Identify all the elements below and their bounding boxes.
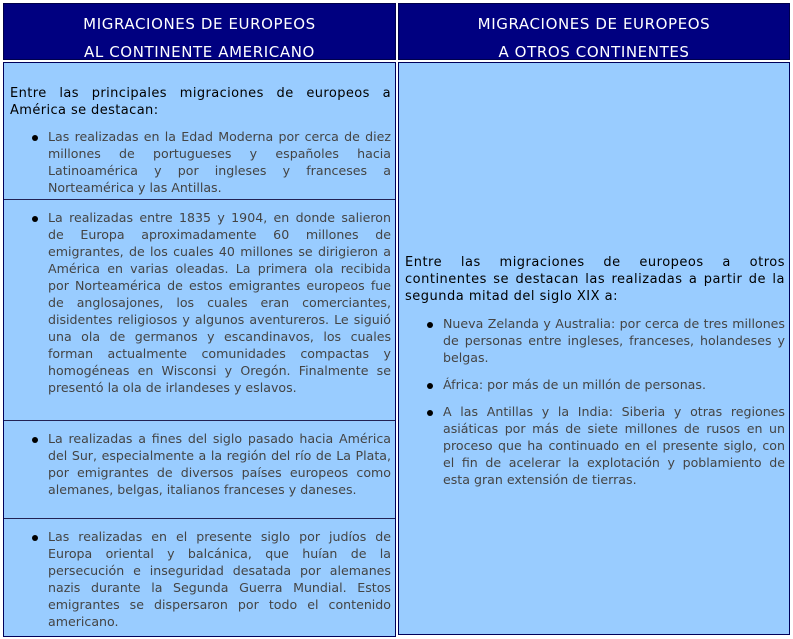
right-header-line-1: MIGRACIONES DE EUROPEOS [477, 15, 711, 33]
bullet-icon [32, 216, 38, 222]
left-list-3 [10, 430, 391, 498]
list-item-text: Nueva Zelanda y Australia: por cerca de tres millones de personas entre ingleses, franceses, holandeses y belgas. [443, 316, 785, 365]
left-header-line-2: AL CONTINENTE AMERICANO [84, 43, 315, 61]
list-item [443, 315, 785, 366]
left-cell-2 [4, 199, 395, 420]
left-column [3, 3, 396, 637]
left-list-2 [10, 209, 391, 396]
left-intro: Entre las principales migraciones de europeos a América se destacan: [10, 86, 391, 118]
left-cell-4 [4, 518, 395, 636]
left-cell-3 [4, 420, 395, 518]
list-item [48, 128, 391, 196]
list-item [443, 376, 785, 393]
list-item-text: A las Antillas y la India: Siberia y otras regiones asiáticas por más de siete millones de rusos en un proceso que ha continuado en el presente siglo, con el fin de acelerar la explotación y poblamiento de esta gran extensión de tierras. [443, 404, 785, 487]
left-cell-1 [4, 63, 395, 199]
bullet-icon [427, 383, 433, 389]
list-item-text: La realizadas a fines del siglo pasado hacia América del Sur, especialmente a la región del río de La Plata, por emigrantes de diversos países europeos como alemanes, belgas, italianos franceses y daneses. [48, 431, 391, 497]
bullet-icon [32, 135, 38, 141]
list-item-text: La realizadas entre 1835 y 1904, en donde salieron de Europa aproximadamente 60 millones de emigrantes, de los cuales 40 millones se dirigieron a América en varias oleadas. La primera ola recibida por Norteamérica de estos emigrantes europeos fue de anglosajones, los cuales eran comerciantes, disidentes religiosos y algunos aventureros. Le siguió una ola de germanos y escandinavos, los cuales forman actualmente comunidades compactas y homogéneas en Wisconsi y Oregón. Finalmente se presentó la ola de irlandeses y eslavos. [48, 210, 391, 395]
list-item-text: Las realizadas en el presente siglo por judíos de Europa oriental y balcánica, que huían de la persecución e inseguridad desatada por alemanes nazis durante la Segunda Guerra Mundial. Estos emigrantes se dispersaron por todo el contenido americano. [48, 529, 391, 629]
list-item-text: Las realizadas en la Edad Moderna por cerca de diez millones de portugueses y españoles hacia Latinoamérica y por ingleses y franceses a Norteamérica y las Antillas. [48, 129, 391, 195]
bullet-icon [427, 410, 433, 416]
list-item [48, 209, 391, 396]
left-list-1 [10, 128, 391, 196]
list-item [48, 430, 391, 498]
bullet-icon [32, 437, 38, 443]
right-list [405, 315, 785, 488]
right-header-line-2: A OTROS CONTINENTES [498, 43, 690, 61]
right-intro: Entre las migraciones de europeos a otros continentes se destacan las realizadas a partir de la segunda mitad del siglo XIX a: [405, 255, 785, 304]
left-body [3, 62, 396, 637]
list-item [443, 403, 785, 488]
right-header [398, 3, 790, 60]
right-column [398, 3, 790, 635]
left-header-line-1: MIGRACIONES DE EUROPEOS [83, 15, 316, 33]
bullet-icon [427, 322, 433, 328]
left-header [3, 3, 396, 60]
left-list-4 [10, 528, 391, 630]
list-item [48, 528, 391, 630]
list-item-text: África: por más de un millón de personas. [443, 377, 706, 392]
right-body [398, 62, 790, 635]
bullet-icon [32, 535, 38, 541]
